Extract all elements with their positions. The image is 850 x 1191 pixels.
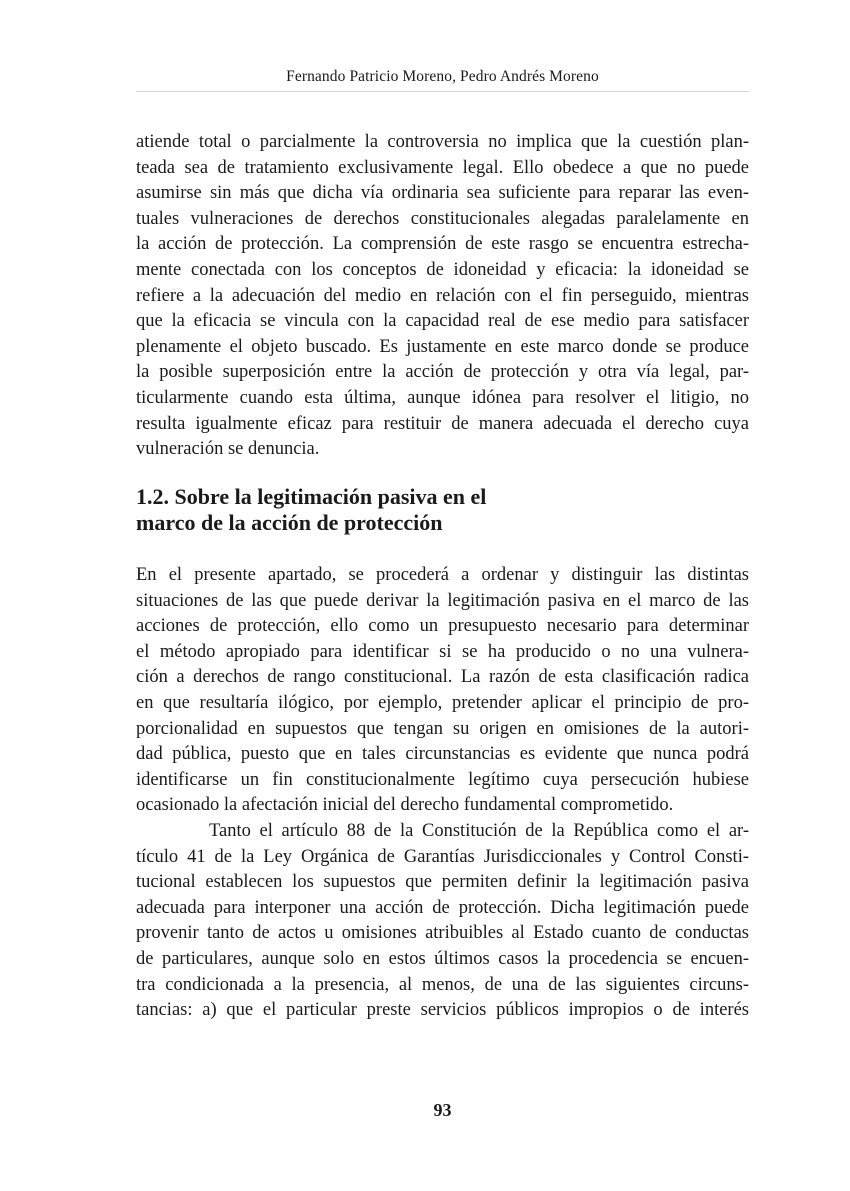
text-line: acciones de protección, ello como un presupuesto necesario para determinar <box>136 616 749 637</box>
text-line: teada sea de tratamiento exclusivamente legal. Ello obedece a que no puede <box>136 157 749 178</box>
text-line: asumirse sin más que dicha vía ordinaria sea suficiente para reparar las even- <box>136 183 749 204</box>
paragraph-continued <box>136 130 749 463</box>
text-line: tucional establecen los supuestos que permiten definir la legitimación pasiva <box>136 872 749 893</box>
text-line: tículo 41 de la Ley Orgánica de Garantías Jurisdiccionales y Control Consti- <box>136 846 749 867</box>
text-line: vulneración se denuncia. <box>136 439 320 460</box>
text-line: tancias: a) que el particular preste servicios públicos impropios o de interés <box>136 1000 749 1021</box>
text-line: plenamente el objeto buscado. Es justamente en este marco donde se produce <box>136 336 749 357</box>
text-line: mente conectada con los conceptos de idoneidad y eficacia: la idoneidad se <box>136 259 749 280</box>
paragraph <box>136 819 749 1024</box>
page-number: 93 <box>433 1100 452 1120</box>
section-heading-line: marco de la acción de protección <box>136 510 443 535</box>
text-line: la posible superposición entre la acción de protección y otra vía legal, par- <box>136 362 749 383</box>
text-line: adecuada para interponer una acción de protección. Dicha legitimación puede <box>136 897 749 918</box>
text-line: de particulares, aunque solo en estos últimos casos la procedencia se encuen- <box>136 948 749 969</box>
text-line: Tanto el artículo 88 de la Constitución de la República como el ar- <box>209 820 749 841</box>
text-line: ticularmente cuando esta última, aunque idónea para resolver el litigio, no <box>136 387 749 408</box>
text-line: En el presente apartado, se procederá a ordenar y distinguir las distintas <box>136 565 749 585</box>
section-heading <box>136 484 749 536</box>
running-head: Fernando Patricio Moreno, Pedro Andrés Moreno <box>286 68 599 85</box>
text-line: la acción de protección. La comprensión de este rasgo se encuentra estrecha- <box>136 234 749 255</box>
text-line: dad pública, puesto que en tales circunstancias es evidente que nunca podrá <box>136 744 749 765</box>
text-line: situaciones de las que puede derivar la legitimación pasiva en el marco de las <box>136 590 749 611</box>
text-line: porcionalidad en supuestos que tengan su origen en omisiones de la autori- <box>136 718 749 739</box>
section-heading-line: 1.2. Sobre la legitimación pasiva en el <box>136 484 487 509</box>
paragraph <box>136 563 749 819</box>
text-line: en que resultaría ilógico, por ejemplo, pretender aplicar el principio de pro- <box>136 692 749 713</box>
text-line: provenir tanto de actos u omisiones atribuibles al Estado cuanto de conductas <box>136 923 749 944</box>
header-rule <box>136 91 749 92</box>
text-line: resulta igualmente eficaz para restituir de manera adecuada el derecho cuya <box>136 413 749 434</box>
text-line: atiende total o parcialmente la controversia no implica que la cuestión plan- <box>136 132 749 152</box>
text-line: el método apropiado para identificar si se ha producido o no una vulnera- <box>136 641 749 662</box>
text-line: tuales vulneraciones de derechos constitucionales alegadas paralelamente en <box>136 208 749 229</box>
text-line: tra condicionada a la presencia, al menos, de una de las siguientes circuns- <box>136 974 749 995</box>
text-line: identificarse un fin constitucionalmente legítimo cuya persecución hubiese <box>136 769 749 790</box>
section-body <box>136 563 749 1024</box>
text-line: ción a derechos de rango constitucional. La razón de esta clasificación radica <box>136 667 749 688</box>
text-line: que la eficacia se vincula con la capacidad real de ese medio para satisfacer <box>136 311 749 332</box>
text-line: refiere a la adecuación del medio en relación con el fin perseguido, mientras <box>136 285 749 306</box>
text-line: ocasionado la afectación inicial del derecho fundamental comprometido. <box>136 795 674 816</box>
